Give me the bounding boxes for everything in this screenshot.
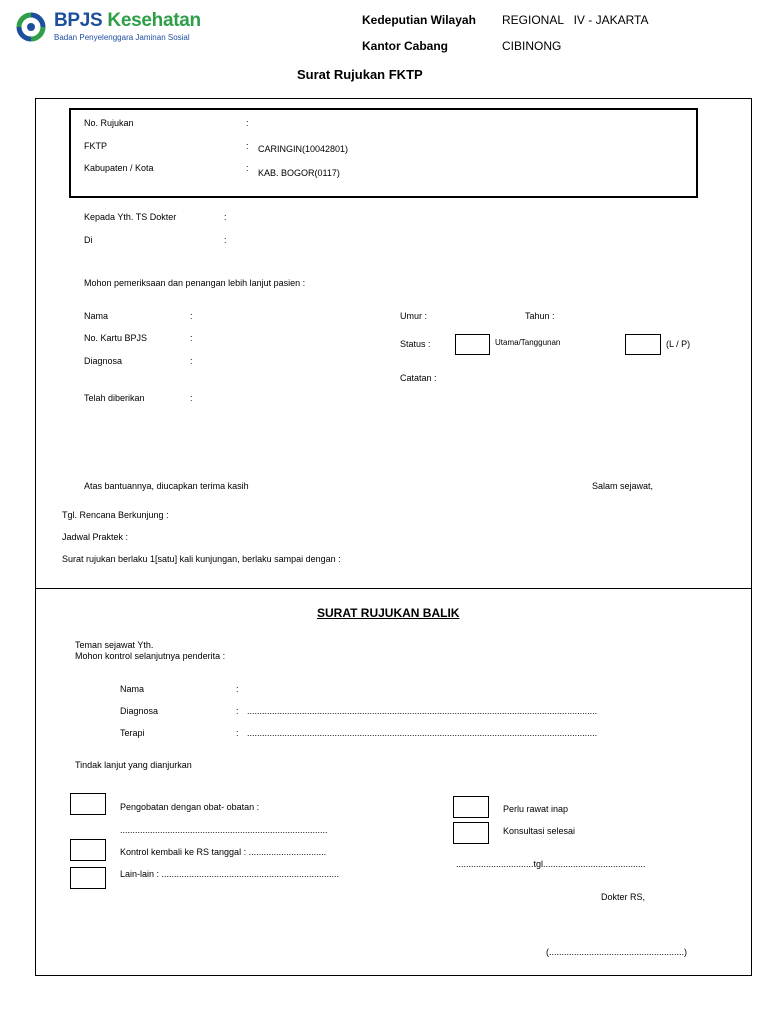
logo-tagline: Badan Penyelenggara Jaminan Sosial — [54, 33, 190, 42]
status-option: Utama/Tanggunan — [495, 338, 561, 347]
fktp-colon: : — [246, 141, 249, 151]
balik-nama-label: Nama — [120, 684, 145, 694]
opt-kontrol-label: Kontrol kembali ke RS tanggal : ............................... — [120, 847, 327, 857]
tgl-line: ...............................tgl......................................... — [456, 859, 646, 869]
nama-label: Nama — [84, 311, 109, 321]
kabupaten-value: KAB. BOGOR(0117) — [258, 168, 340, 178]
diagnosa-label: Diagnosa — [84, 356, 123, 366]
gender-checkbox[interactable] — [625, 334, 661, 355]
kabupaten-label: Kabupaten / Kota — [84, 163, 154, 173]
balik-request: Mohon kontrol selanjutnya penderita : — [75, 651, 226, 661]
konsultasi-checkbox[interactable] — [453, 822, 489, 844]
balik-terapi-dots: ............................................................................................................................................ — [247, 728, 598, 738]
logo-wordmark — [54, 10, 201, 32]
status-label: Status : — [400, 339, 431, 349]
page-title: Surat Rujukan FKTP — [297, 67, 423, 82]
rawat-checkbox[interactable] — [453, 796, 489, 818]
no-rujukan-label: No. Rujukan — [84, 118, 134, 128]
balik-nama-colon: : — [236, 684, 239, 694]
tahun-label: Tahun : — [525, 311, 555, 321]
fktp-value: CARINGIN(10042801) — [258, 144, 349, 154]
kartu-label: No. Kartu BPJS — [84, 333, 148, 343]
thanks-text: Atas bantuannya, diucapkan terima kasih — [84, 481, 249, 491]
balik-greeting: Teman sejawat Yth. — [75, 640, 154, 650]
status-checkbox[interactable] — [455, 334, 490, 355]
telah-label: Telah diberikan — [84, 393, 145, 403]
telah-colon: : — [190, 393, 193, 403]
opt-lain-label: Lain-lain : ....................................................................... — [120, 869, 340, 879]
balik-terapi-colon: : — [236, 728, 239, 738]
nama-colon: : — [190, 311, 193, 321]
balik-diagnosa-dots: ............................................................................................................................................ — [247, 706, 598, 716]
request-text: Mohon pemeriksaan dan penangan lebih lanjut pasien : — [84, 278, 306, 288]
umur-label: Umur : — [400, 311, 427, 321]
tgl-rencana-label: Tgl. Rencana Berkunjung : — [62, 510, 169, 520]
balik-diagnosa-label: Diagnosa — [120, 706, 159, 716]
balik-diagnosa-colon: : — [236, 706, 239, 716]
branch-value: CIBINONG — [502, 39, 562, 53]
dokter-label: Dokter RS, — [601, 892, 646, 902]
deputy-label: Kedeputian Wilayah — [362, 13, 476, 27]
balik-terapi-label: Terapi — [120, 728, 145, 738]
kepada-colon: : — [224, 212, 227, 222]
opt-obat-label: Pengobatan dengan obat- obatan : — [120, 802, 260, 812]
gender-option: (L / P) — [666, 339, 691, 349]
salam-text: Salam sejawat, — [592, 481, 654, 491]
balik-title: SURAT RUJUKAN BALIK — [317, 606, 460, 620]
obat-checkbox[interactable] — [70, 793, 106, 815]
form-frame — [35, 98, 752, 976]
tindak-label: Tindak lanjut yang dianjurkan — [75, 760, 192, 770]
deputy-value: REGIONAL IV - JAKARTA — [502, 13, 649, 27]
no-rujukan-colon: : — [246, 118, 249, 128]
jadwal-label: Jadwal Praktek : — [62, 532, 129, 542]
catatan-label: Catatan : — [400, 373, 437, 383]
kartu-colon: : — [190, 333, 193, 343]
opt-rawat-label: Perlu rawat inap — [503, 804, 569, 814]
section-divider — [35, 588, 752, 589]
kabupaten-colon: : — [246, 163, 249, 173]
kepada-label: Kepada Yth. TS Dokter — [84, 212, 177, 222]
lain-checkbox[interactable] — [70, 867, 106, 889]
signature-line: (......................................................) — [546, 947, 688, 957]
branch-label: Kantor Cabang — [362, 39, 449, 53]
di-label: Di — [84, 235, 93, 245]
bpjs-logo-icon — [16, 12, 46, 42]
kontrol-checkbox[interactable] — [70, 839, 106, 861]
referral-box — [69, 108, 698, 198]
berlaku-text: Surat rujukan berlaku 1[satu] kali kunjungan, berlaku sampai dengan : — [62, 554, 341, 564]
opt-konsultasi-label: Konsultasi selesai — [503, 826, 576, 836]
di-colon: : — [224, 235, 227, 245]
diagnosa-colon: : — [190, 356, 193, 366]
opt-obat-dots: ................................................................................... — [120, 825, 328, 835]
logo-brand-kesehatan: Kesehatan — [107, 10, 201, 31]
fktp-label: FKTP — [84, 141, 108, 151]
logo-brand-bpjs: BPJS — [54, 10, 103, 31]
